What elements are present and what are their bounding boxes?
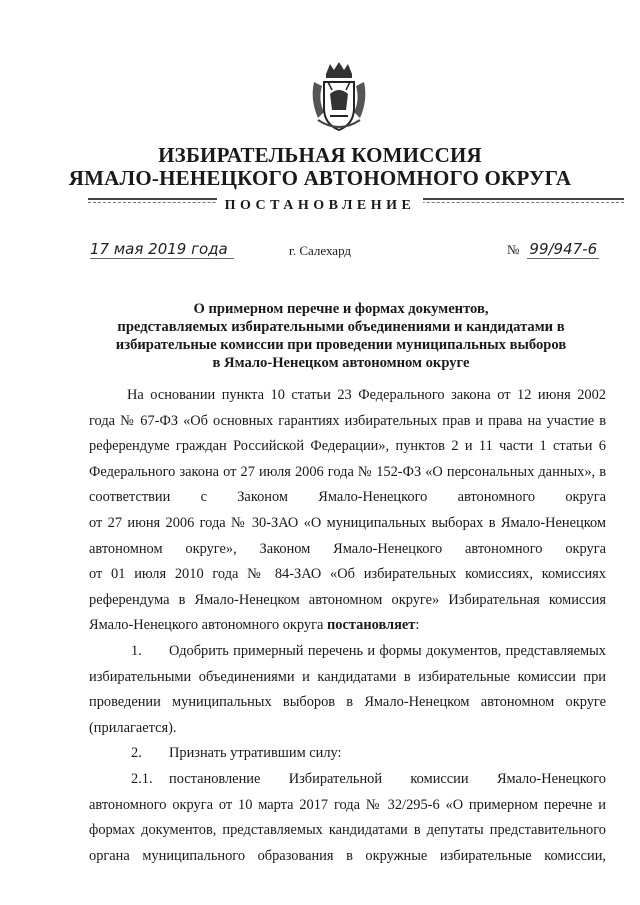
number-prefix: № — [507, 242, 520, 257]
title-line: в Ямало-Ненецком автономном округе — [212, 355, 470, 371]
item-1-first-line: 1. Одобрить примерный перечень и формы документов, представляемых — [89, 639, 606, 665]
title-line: избирательные комиссии при проведении муниципальных выборов — [115, 337, 567, 353]
organization-name-line1: ИЗБИРАТЕЛЬНАЯ КОМИССИЯ — [158, 143, 482, 167]
preamble-line: референдуме граждан Российской Федерации», пунктов 2 и 11 части 1 статьи 6 — [89, 438, 606, 455]
item-2-1-line: органа муниципального образования в окружные избирательные комиссии, — [89, 847, 606, 864]
number-handwritten: 99/947-6 — [529, 240, 598, 258]
document-number — [507, 240, 599, 259]
item-1-line: (прилагается). — [89, 719, 177, 736]
date-handwritten: 17 мая 2019 года — [90, 240, 234, 259]
item-1-line: избирательными объединениями и кандидатами в избирательные комиссии при — [89, 668, 606, 685]
resolution-keyword: постановляет — [327, 617, 416, 634]
item-2-1-first-line: 2.1. постановление Избирательной комиссии Ямало-Ненецкого — [89, 767, 606, 793]
preamble-line: автономном округе», Законом Ямало-Ненецкого автономного округа — [89, 540, 606, 557]
item-2-1-line: формах документов, представляемых кандидатами в депутаты представительного — [89, 822, 606, 839]
document-city: г. Салехард — [288, 243, 352, 258]
preamble-line: На основании пункта 10 статьи 23 Федерального закона от 12 июня 2002 — [127, 387, 606, 403]
preamble-last-line: Ямало-Ненецкого автономного округа постановляет: — [89, 617, 420, 634]
document-title — [96, 300, 586, 372]
item-2-line: 2. Признать утратившим силу: — [89, 741, 606, 767]
item-number: 2. — [131, 745, 142, 762]
title-line: представляемых избирательными объединениями и кандидатами в — [117, 319, 565, 335]
organization-name-line2: ЯМАЛО-НЕНЕЦКОГО АВТОНОМНОГО ОКРУГА — [68, 166, 572, 190]
preamble-line: соответствии с Законом Ямало-Ненецкого автономного округа — [89, 489, 606, 506]
item-number: 2.1. — [131, 770, 153, 787]
preamble-line: от 01 июля 2010 года № 84-ЗАО «Об избирательных комиссиях, комиссиях — [89, 566, 606, 583]
document-body — [89, 383, 606, 869]
preamble-line: Федерального закона от 27 июля 2006 года № 152-ФЗ «О персональных данных», в — [89, 463, 606, 480]
preamble-line: от 27 июня 2006 года № 30-ЗАО «О муниципальных выборах в Ямало-Ненецком — [89, 514, 606, 531]
preamble-line: года № 67-ФЗ «Об основных гарантиях избирательных прав и права на участие в — [89, 412, 606, 429]
item-number: 1. — [131, 642, 142, 659]
item-1-line: проведении муниципальных выборов в Ямало-Ненецком автономном округе — [89, 694, 606, 711]
title-line: О примерном перечне и формах документов, — [193, 301, 489, 317]
item-2-1-line: автономного округа от 10 марта 2017 года № 32/295-6 «О примерном перечне и — [89, 796, 606, 813]
preamble-line: референдума в Ямало-Ненецком автономном округе» Избирательная комиссия — [89, 591, 606, 608]
document-type: ПОСТАНОВЛЕНИЕ — [0, 198, 640, 214]
coat-of-arms-emblem — [308, 60, 370, 136]
